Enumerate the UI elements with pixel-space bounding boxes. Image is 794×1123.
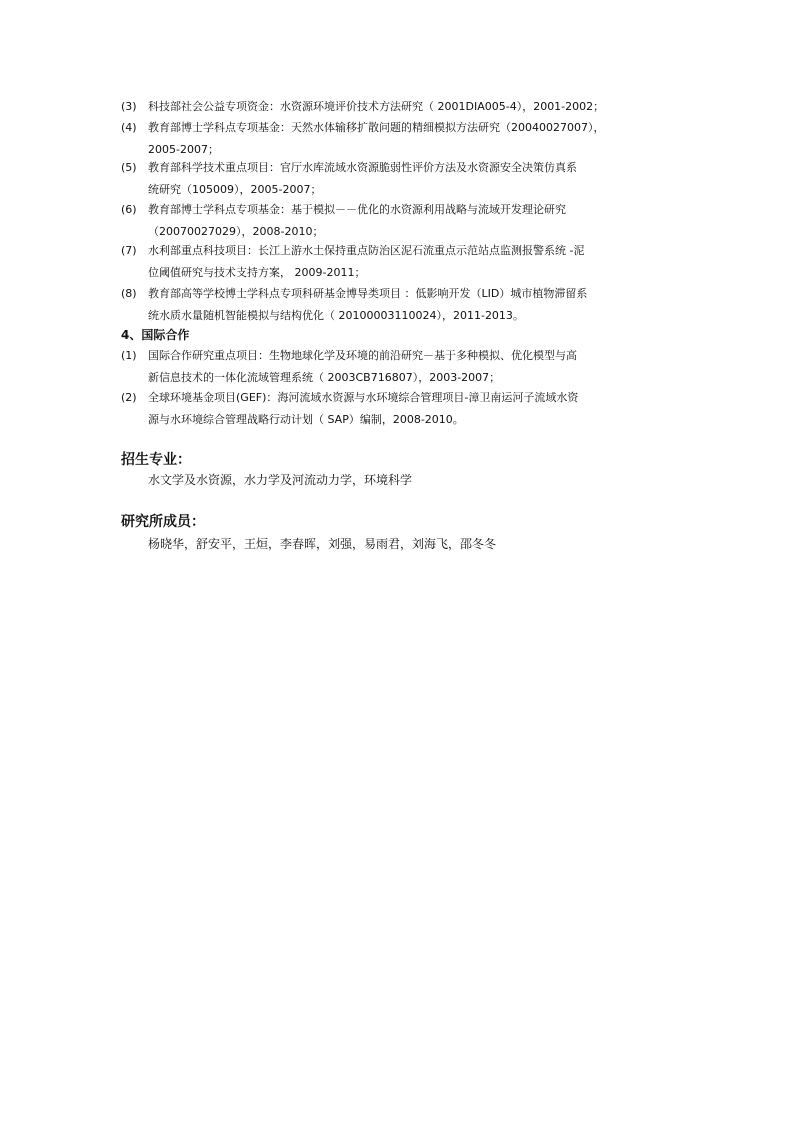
item-line: （20070027029），2008-2010； [148,225,324,238]
section-heading-international: 4、国际合作 [121,328,190,342]
admissions-text: 水文学及水资源，水力学及河流动力学，环境科学 [148,473,413,487]
item-line: 教育部高等学校博士学科点专项科研基金博导类项目 ：低影响开发（LID）城市植物滞留系 [148,287,588,300]
item-line: 统水质水量随机智能模拟与结构优化（ 20100003110024），2011-2013。 [148,309,524,322]
item-line: 2005-2007； [148,143,219,156]
members-heading: 研究所成员： [121,514,205,530]
item-number: (7) [121,244,137,257]
item-line: 全球环境基金项目(GEF)：海河流域水资源与水环境综合管理项目-漳卫南运河子流域水资 [148,391,579,404]
item-line: 科技部社会公益专项资金：水资源环境评价技术方法研究（ 2001DIA005-4），2001-2002； [148,100,605,113]
intl-item-1 [121,345,711,389]
item-number: (5) [121,161,137,174]
item-line: 国际合作研究重点项目：生物地球化学及环境的前沿研究－基于多种模拟、优化模型与高 [148,349,577,362]
item-number: (6) [121,203,137,216]
research-item-8 [121,283,711,327]
item-line: 水利部重点科技项目：长江上游水土保持重点防治区泥石流重点示范站点监测报警系统 -泥 [148,244,585,257]
intl-item-2 [121,387,711,431]
item-line: 教育部科学技术重点项目：官厅水库流域水资源脆弱性评价方法及水资源安全决策仿真系 [148,161,577,174]
item-number: (4) [121,121,137,134]
research-item-7 [121,240,711,284]
research-item-5 [121,157,711,201]
item-number: (3) [121,100,137,113]
research-item-4 [121,117,711,161]
item-number: (8) [121,287,137,300]
item-line: 位阈值研究与技术支持方案， 2009-2011； [148,266,366,279]
item-number: (2) [121,391,137,404]
item-line: 统研究（105009），2005-2007； [148,183,322,196]
item-line: 教育部博士学科点专项基金：天然水体输移扩散问题的精细模拟方法研究（20040027007）， [148,121,605,134]
item-line: 源与水环境综合管理战略行动计划（ SAP）编制，2008-2010。 [148,413,464,426]
research-item-6 [121,199,711,243]
item-number: (1) [121,349,137,362]
research-item-3 [121,96,711,118]
members-text: 杨晓华，舒安平，王烜，李春晖，刘强，易雨君，刘海飞，邵冬冬 [148,537,497,551]
admissions-heading: 招生专业： [121,452,191,468]
item-line: 新信息技术的一体化流域管理系统（ 2003CB716807），2003-2007； [148,371,501,384]
item-line: 教育部博士学科点专项基金：基于模拟－－优化的水资源利用战略与流域开发理论研究 [148,203,566,216]
